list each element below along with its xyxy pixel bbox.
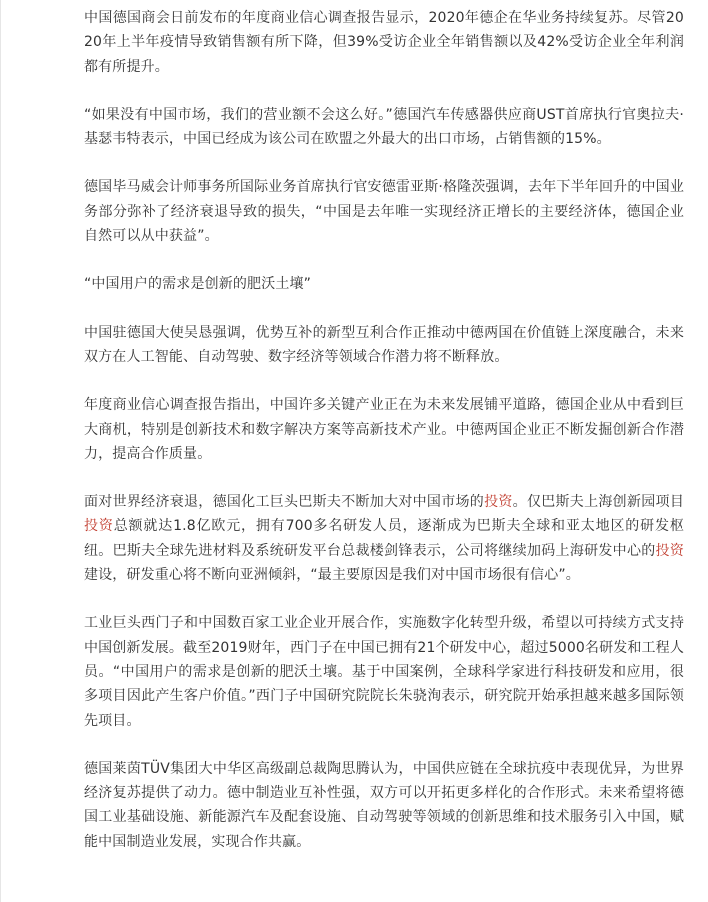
article-body	[84, 6, 684, 854]
paragraph-1: 中国德国商会日前发布的年度商业信心调查报告显示，2020年德企在华业务持续复苏。尽管2020年上半年疫情导致销售额有所下降，但39%受访企业全年销售额以及42%受访企业全年利润都有所提升。	[84, 10, 684, 75]
paragraph-3: 德国毕马威会计师事务所国际业务首席执行官安德雷亚斯·格隆茨强调，去年下半年回升的中国业务部分弥补了经济衰退导致的损失，“中国是去年唯一实现经济正增长的主要经济体，德国企业自然可以从中获益”。	[84, 179, 684, 245]
paragraph-5: 中国驻德国大使吴恳强调，优势互补的新型互利合作正推动中德两国在价值链上深度融合，未来双方在人工智能、自动驾驶、数字经济等领域合作潜力将不断释放。	[84, 324, 684, 365]
keyword-link-investment-1[interactable]: 投资	[484, 494, 513, 511]
paragraph-7-text-3: 总额就达1.8亿欧元，拥有700多名研发人员，逐渐成为巴斯夫全球和亚太地区的研发枢纽。巴斯夫全球先进材料及系统研发平台总裁楼剑锋表示，公司将继续加码上海研发中心的	[84, 518, 684, 559]
paragraph-7-text-4: 建设，研发重心将不断向亚洲倾斜，“最主要原因是我们对中国市场很有信心”。	[84, 567, 580, 584]
paragraph-8: 工业巨头西门子和中国数百家工业企业开展合作，实施数字化转型升级，希望以可持续方式支持中国创新发展。截至2019财年，西门子在中国已拥有21个研发中心，超过5000名研发和工程人员。“中国用户的需求是创新的肥沃土壤。基于中国案例，全球科学家进行科技研发和应用，很多项目因此产生客户价值。”西门子中国研究院院长朱骁洵表示，研究院开始承担越来越多国际领先项目。	[84, 615, 684, 729]
paragraph-6: 年度商业信心调查报告指出，中国许多关键产业正在为未来发展铺平道路，德国企业从中看到巨大商机，特别是创新技术和数字解决方案等高新技术产业。中德两国企业正不断发掘创新合作潜力，提高合作质量。	[84, 397, 684, 462]
paragraph-9: 德国莱茵TÜV集团大中华区高级副总裁陶思腾认为，中国供应链在全球抗疫中表现优异，为世界经济复苏提供了动力。德中制造业互补性强，双方可以开拓更多样化的合作形式。未来希望将德国工业基础设施、新能源汽车及配套设施、自动驾驶等领域的创新思维和技术服务引入中国，赋能中国制造业发展，实现合作共赢。	[84, 760, 684, 850]
paragraph-7-text-1: 面对世界经济衰退，德国化工巨头巴斯夫不断加大对中国市场的	[84, 494, 485, 511]
keyword-link-investment-3[interactable]: 投资	[655, 542, 684, 559]
paragraph-2: “如果没有中国市场，我们的营业额不会这么好。”德国汽车传感器供应商UST首席执行官奥拉夫·基瑟韦特表示，中国已经成为该公司在欧盟之外最大的出口市场，占销售额的15%。	[84, 106, 684, 148]
paragraph-7	[84, 490, 684, 587]
page-left-border	[0, 0, 1, 902]
paragraph-7-text-2: 。仅巴斯夫上海创新园项目	[512, 494, 684, 511]
keyword-link-investment-2[interactable]: 投资	[84, 518, 114, 535]
section-subheading: “中国用户的需求是创新的肥沃土壤”	[84, 276, 312, 293]
